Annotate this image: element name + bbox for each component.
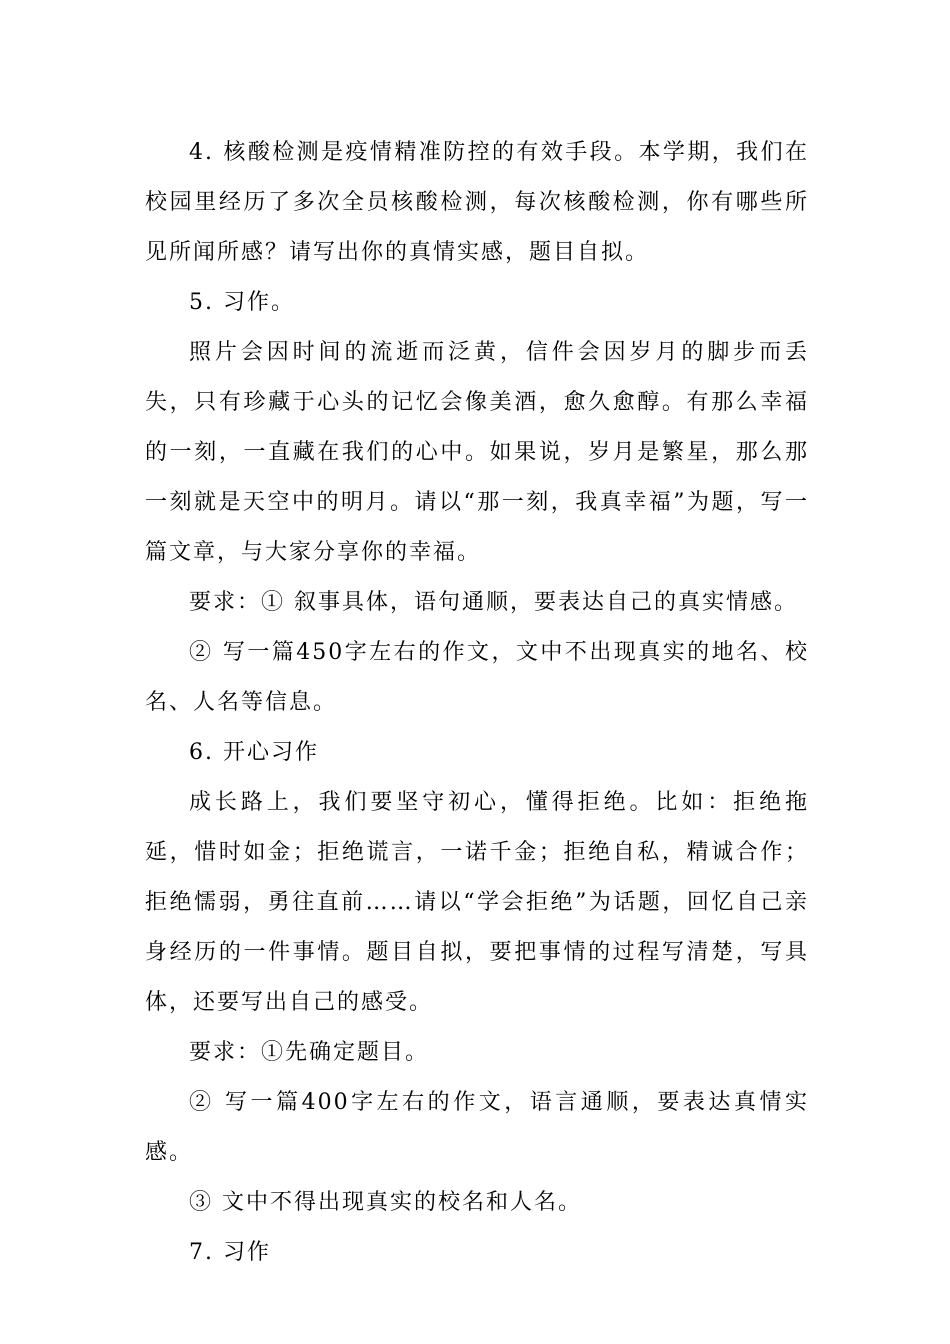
question-5-heading: 5. 习作。 <box>189 290 295 315</box>
question-5-requirement-1: 要求：① 叙事具体，语句通顺，要表达自己的真实情感。 <box>189 590 798 615</box>
question-6-requirement-2: ② 写一篇400字左右的作文，语言通顺，要表达真情实感。 <box>145 1090 809 1165</box>
question-5-requirement-2: ② 写一篇450字左右的作文，文中不出现真实的地名、校名、人名等信息。 <box>145 640 809 715</box>
document-body <box>145 128 809 1278</box>
question-6-prompt: 成长路上，我们要坚守初心，懂得拒绝。比如：拒绝拖延，惜时如金；拒绝谎言，一诺千金；拒绝自私，精诚合作；拒绝懦弱，勇往直前……请以“学会拒绝”为话题，回忆自己亲身经历的一件事情。题目自拟，要把事情的过程写清楚，写具体，还要写出自己的感受。 <box>145 790 809 1015</box>
question-7-heading: 7. 习作 <box>189 1240 271 1265</box>
question-6-requirement-1: 要求：①先确定题目。 <box>189 1040 430 1065</box>
question-6-requirement-3: ③ 文中不得出现真实的校名和人名。 <box>189 1190 582 1215</box>
question-4-prompt: 4. 核酸检测是疫情精准防控的有效手段。本学期，我们在校园里经历了多次全员核酸检测，每次核酸检测，你有哪些所见所闻所感？请写出你的真情实感，题目自拟。 <box>145 140 809 265</box>
question-6-heading: 6. 开心习作 <box>189 740 319 765</box>
question-5-prompt: 照片会因时间的流逝而泛黄，信件会因岁月的脚步而丢失，只有珍藏于心头的记忆会像美酒，愈久愈醇。有那么幸福的一刻，一直藏在我们的心中。如果说，岁月是繁星，那么那一刻就是天空中的明月。请以“那一刻，我真幸福”为题，写一篇文章，与大家分享你的幸福。 <box>145 340 809 565</box>
